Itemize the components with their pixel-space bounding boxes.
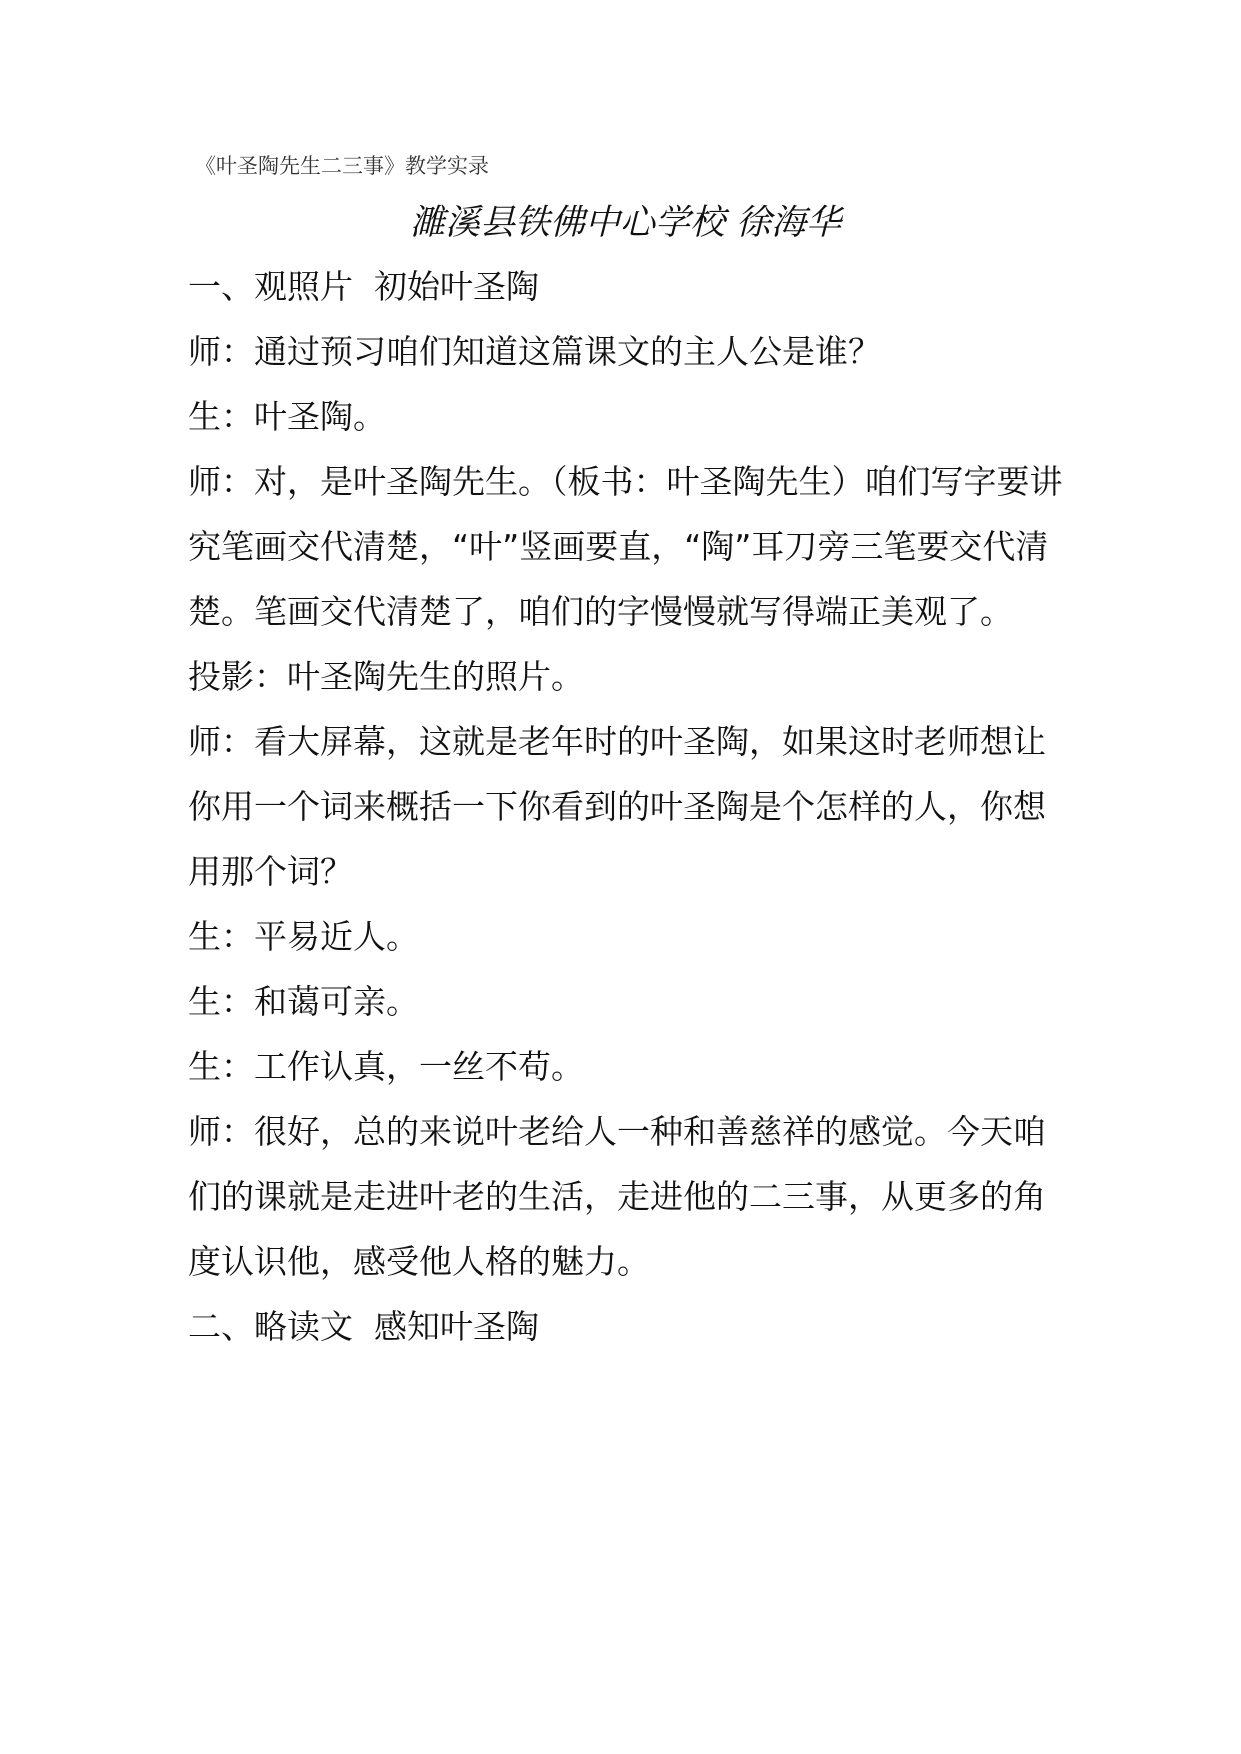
- document-body: [188, 254, 1063, 1359]
- dialogue-paragraph: 生：叶圣陶。: [188, 397, 386, 436]
- dialogue-paragraph: 师：对，是叶圣陶先生。（板书：叶圣陶先生）咱们写字要讲究笔画交代清楚，“叶”竖画要直，“陶”耳刀旁三笔要交代清楚。笔画交代清楚了，咱们的字慢慢就写得端正美观了。: [188, 462, 1063, 631]
- dialogue-paragraph: 生：工作认真，一丝不苟。: [188, 1047, 584, 1086]
- dialogue-paragraph: 师：看大屏幕，这就是老年时的叶圣陶，如果这时老师想让你用一个词来概括一下你看到的叶圣陶是个怎样的人，你想用那个词？: [188, 722, 1046, 891]
- dialogue-paragraph: 生：平易近人。: [188, 917, 419, 956]
- dialogue-paragraph: 投影：叶圣陶先生的照片。: [188, 657, 584, 696]
- section-heading-2: 二、略读文 感知叶圣陶: [188, 1307, 539, 1346]
- dialogue-paragraph: 师：通过预习咱们知道这篇课文的主人公是谁？: [188, 332, 881, 371]
- section-heading-1: 一、观照片 初始叶圣陶: [188, 267, 539, 306]
- document-author-line: 濉溪县铁佛中心学校 徐海华: [409, 203, 842, 243]
- dialogue-paragraph: 生：和蔼可亲。: [188, 982, 419, 1021]
- document-header: 《叶圣陶先生二三事》教学实录: [195, 154, 489, 178]
- dialogue-paragraph: 师：很好，总的来说叶老给人一种和善慈祥的感觉。今天咱们的课就是走进叶老的生活，走进他的二三事，从更多的角度认识他，感受他人格的魅力。: [188, 1112, 1046, 1281]
